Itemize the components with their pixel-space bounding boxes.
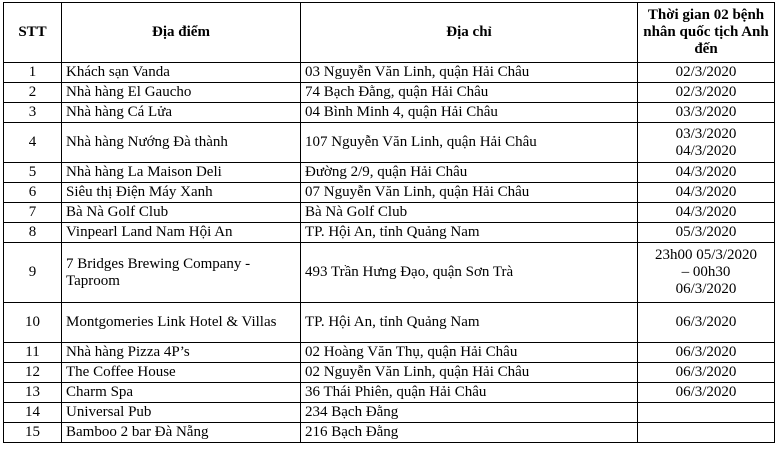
- cell-time: [638, 163, 775, 183]
- table-row: [4, 303, 775, 343]
- cell-stt: 11: [4, 343, 62, 363]
- table-row: [4, 103, 775, 123]
- cell-time: [638, 343, 775, 363]
- cell-time: [638, 303, 775, 343]
- cell-time-line: 02/3/2020: [675, 84, 737, 100]
- cell-stt: 2: [4, 83, 62, 103]
- cell-address: Đường 2/9, quận Hải Châu: [301, 163, 638, 183]
- table-body: [4, 63, 775, 443]
- table-row: [4, 423, 775, 443]
- cell-time-line: 04/3/2020: [675, 142, 737, 159]
- cell-time: [638, 243, 775, 303]
- table-row: [4, 383, 775, 403]
- cell-time: [638, 203, 775, 223]
- cell-address: 02 Nguyễn Văn Linh, quận Hải Châu: [301, 363, 638, 383]
- cell-place: Nhà hàng El Gaucho: [62, 83, 301, 103]
- cell-place: Khách sạn Vanda: [62, 63, 301, 83]
- cell-stt: 13: [4, 383, 62, 403]
- cell-time-line: 04/3/2020: [675, 184, 737, 200]
- cell-time: [638, 403, 775, 423]
- cell-address: TP. Hội An, tỉnh Quảng Nam: [301, 223, 638, 243]
- cell-stt: 10: [4, 303, 62, 343]
- cell-place: Bà Nà Golf Club: [62, 203, 301, 223]
- cell-place: The Coffee House: [62, 363, 301, 383]
- cell-time-line: 04/3/2020: [675, 204, 737, 220]
- cell-time: [638, 83, 775, 103]
- cell-place: 7 Bridges Brewing Company - Taproom: [62, 243, 301, 303]
- table-row: [4, 83, 775, 103]
- cell-stt: 1: [4, 63, 62, 83]
- cell-place: Nhà hàng La Maison Deli: [62, 163, 301, 183]
- cell-time-line: 06/3/2020: [675, 314, 737, 330]
- cell-address: 234 Bạch Đằng: [301, 403, 638, 423]
- table-row: [4, 343, 775, 363]
- cell-time-line: 06/3/2020: [675, 344, 737, 360]
- cell-time-line: 06/3/2020: [675, 364, 737, 380]
- table-row: [4, 163, 775, 183]
- cell-address: 36 Thái Phiên, quận Hải Châu: [301, 383, 638, 403]
- cell-stt: 5: [4, 163, 62, 183]
- cell-time-line: 06/3/2020: [675, 384, 737, 400]
- cell-place: Siêu thị Điện Máy Xanh: [62, 183, 301, 203]
- cell-time-line: 03/3/2020: [675, 104, 737, 120]
- cell-stt: 7: [4, 203, 62, 223]
- locations-table: [3, 2, 775, 443]
- cell-address: 02 Hoàng Văn Thụ, quận Hải Châu: [301, 343, 638, 363]
- cell-address: 216 Bạch Đằng: [301, 423, 638, 443]
- cell-time: [638, 63, 775, 83]
- table-row: [4, 363, 775, 383]
- cell-time-line: 23h00 05/3/2020: [654, 247, 758, 263]
- cell-place: Montgomeries Link Hotel & Villas: [62, 303, 301, 343]
- cell-time: [638, 103, 775, 123]
- table-header-row: [4, 3, 775, 63]
- table-row: [4, 403, 775, 423]
- cell-time-line: 04/3/2020: [675, 164, 737, 180]
- cell-time: [638, 123, 775, 163]
- table-row: [4, 183, 775, 203]
- cell-time-line: 02/3/2020: [675, 64, 737, 80]
- table-row: [4, 123, 775, 163]
- cell-address: 107 Nguyễn Văn Linh, quận Hải Châu: [301, 123, 638, 163]
- cell-time: [638, 223, 775, 243]
- cell-stt: 6: [4, 183, 62, 203]
- cell-time: [638, 423, 775, 443]
- cell-place: Vinpearl Land Nam Hội An: [62, 223, 301, 243]
- cell-stt: 15: [4, 423, 62, 443]
- cell-place: Charm Spa: [62, 383, 301, 403]
- header-place: Địa điểm: [62, 3, 301, 63]
- cell-address: 493 Trần Hưng Đạo, quận Sơn Trà: [301, 243, 638, 303]
- header-time: Thời gian 02 bệnh nhân quốc tịch Anh đến: [638, 3, 775, 63]
- cell-time-line: 05/3/2020: [675, 224, 737, 240]
- cell-stt: 14: [4, 403, 62, 423]
- table-row: [4, 63, 775, 83]
- cell-place: Nhà hàng Pizza 4P’s: [62, 343, 301, 363]
- cell-address: 04 Bình Minh 4, quận Hải Châu: [301, 103, 638, 123]
- cell-stt: 3: [4, 103, 62, 123]
- cell-stt: 12: [4, 363, 62, 383]
- cell-time: [638, 183, 775, 203]
- cell-stt: 8: [4, 223, 62, 243]
- table-row: [4, 243, 775, 303]
- cell-address: 74 Bạch Đằng, quận Hải Châu: [301, 83, 638, 103]
- cell-time-line: 03/3/2020: [675, 125, 737, 142]
- table-row: [4, 203, 775, 223]
- cell-time: [638, 383, 775, 403]
- header-address: Địa chỉ: [301, 3, 638, 63]
- header-stt: STT: [4, 3, 62, 63]
- cell-address: TP. Hội An, tỉnh Quảng Nam: [301, 303, 638, 343]
- cell-time: [638, 363, 775, 383]
- cell-time-line: – 00h30: [681, 264, 731, 280]
- cell-place: Bamboo 2 bar Đà Nẵng: [62, 423, 301, 443]
- cell-place: Nhà hàng Cá Lửa: [62, 103, 301, 123]
- cell-address: Bà Nà Golf Club: [301, 203, 638, 223]
- table-row: [4, 223, 775, 243]
- cell-time-line: 06/3/2020: [675, 281, 737, 297]
- cell-stt: 9: [4, 243, 62, 303]
- cell-address: 07 Nguyễn Văn Linh, quận Hải Châu: [301, 183, 638, 203]
- cell-place: Universal Pub: [62, 403, 301, 423]
- cell-place: Nhà hàng Nướng Đà thành: [62, 123, 301, 163]
- cell-stt: 4: [4, 123, 62, 163]
- cell-address: 03 Nguyễn Văn Linh, quận Hải Châu: [301, 63, 638, 83]
